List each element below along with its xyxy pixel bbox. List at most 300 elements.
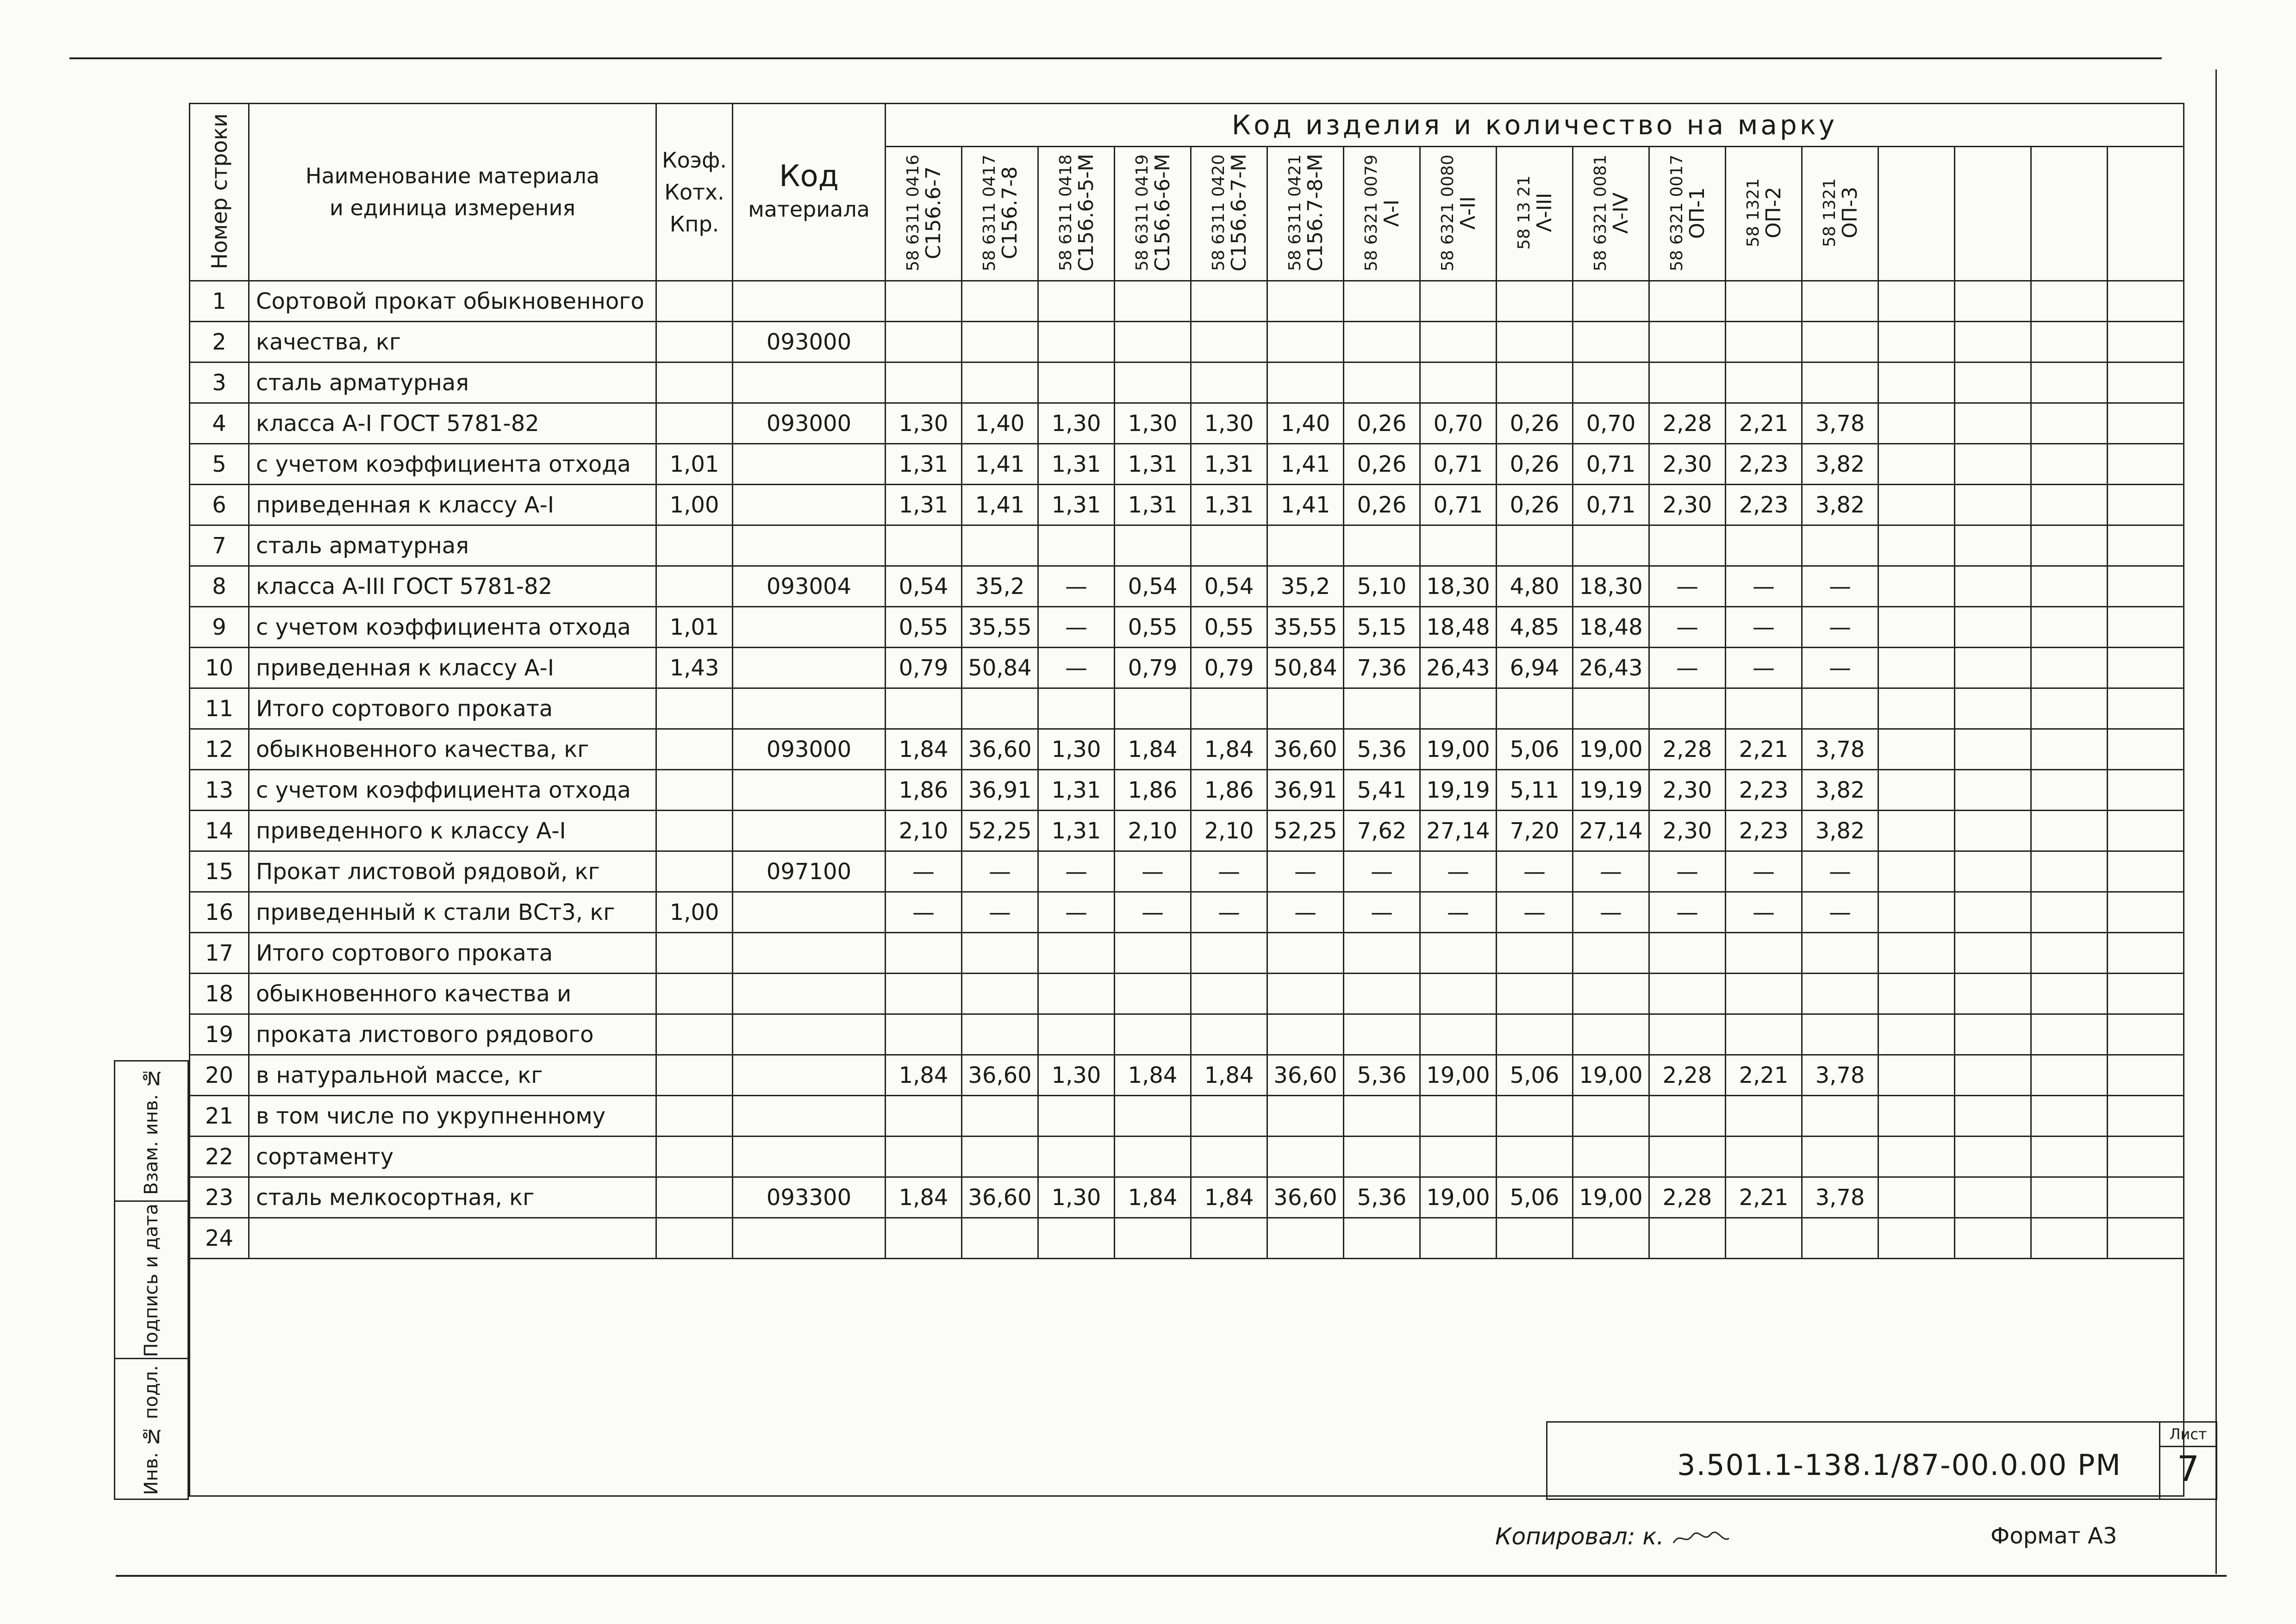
empty-cell xyxy=(1878,281,1955,322)
row-number: 1 xyxy=(190,281,249,322)
empty-cell xyxy=(1955,933,2031,974)
table-row xyxy=(190,322,2184,362)
product-column-header: 58 6311 0421 С156.7-8-М xyxy=(1267,147,1344,281)
empty-cell xyxy=(2108,933,2184,974)
bottom-frame-line xyxy=(116,1575,2227,1577)
quantity-cell: 1,30 xyxy=(1191,403,1267,444)
quantity-cell: — xyxy=(1802,851,1878,892)
quantity-cell: 5,36 xyxy=(1344,1055,1420,1096)
empty-cell xyxy=(1420,1137,1497,1177)
quantity-cell: 2,30 xyxy=(1649,811,1726,851)
empty-cell xyxy=(1038,933,1115,974)
quantity-cell: 5,10 xyxy=(1344,566,1420,607)
empty-cell xyxy=(1955,485,2031,525)
material-code xyxy=(733,648,886,688)
empty-cell xyxy=(1878,933,1955,974)
table-row xyxy=(190,974,2184,1014)
quantity-cell: 2,23 xyxy=(1726,485,1802,525)
quantity-cell: 5,15 xyxy=(1344,607,1420,648)
empty-cell xyxy=(1115,933,1191,974)
quantity-cell: 1,86 xyxy=(886,770,962,811)
empty-cell xyxy=(2108,403,2184,444)
row-number: 9 xyxy=(190,607,249,648)
material-name xyxy=(249,1218,656,1259)
quantity-cell: 7,36 xyxy=(1344,648,1420,688)
empty-cell xyxy=(1878,1177,1955,1218)
empty-cell xyxy=(1497,362,1573,403)
empty-cell xyxy=(962,933,1038,974)
quantity-cell: 5,11 xyxy=(1497,770,1573,811)
quantity-cell: 1,86 xyxy=(1115,770,1191,811)
empty-cell xyxy=(886,933,962,974)
empty-cell xyxy=(886,688,962,729)
quantity-cell: 2,28 xyxy=(1649,1055,1726,1096)
empty-cell xyxy=(2108,770,2184,811)
material-code xyxy=(733,1014,886,1055)
quantity-cell: 5,06 xyxy=(1497,1177,1573,1218)
empty-cell xyxy=(2031,444,2108,485)
empty-cell xyxy=(1191,933,1267,974)
material-code: 093000 xyxy=(733,729,886,770)
quantity-cell: 0,79 xyxy=(1115,648,1191,688)
empty-cell xyxy=(2108,851,2184,892)
empty-cell xyxy=(2108,974,2184,1014)
empty-cell xyxy=(1267,1014,1344,1055)
empty-cell xyxy=(1955,607,2031,648)
quantity-cell: 5,41 xyxy=(1344,770,1420,811)
empty-cell xyxy=(2031,729,2108,770)
empty-cell xyxy=(1267,525,1344,566)
material-code xyxy=(733,1096,886,1137)
product-column-header: 58 6311 0419 С156.6-6-М xyxy=(1115,147,1191,281)
empty-cell xyxy=(2031,892,2108,933)
empty-cell xyxy=(2031,688,2108,729)
material-name: обыкновенного качества и xyxy=(249,974,656,1014)
quantity-cell: 2,10 xyxy=(886,811,962,851)
empty-cell xyxy=(1649,1096,1726,1137)
empty-cell xyxy=(1802,1096,1878,1137)
empty-cell xyxy=(1726,974,1802,1014)
coefficient xyxy=(656,322,733,362)
empty-cell xyxy=(1573,322,1649,362)
material-code xyxy=(733,1137,886,1177)
quantity-cell: — xyxy=(1038,892,1115,933)
product-column-header: 58 1321 ОП-2 xyxy=(1726,147,1802,281)
empty-cell xyxy=(2031,403,2108,444)
empty-cell xyxy=(2031,281,2108,322)
quantity-cell: 2,21 xyxy=(1726,729,1802,770)
empty-cell xyxy=(1726,322,1802,362)
empty-cell xyxy=(1802,1014,1878,1055)
quantity-cell: 1,30 xyxy=(1038,403,1115,444)
empty-cell xyxy=(1344,281,1420,322)
empty-cell xyxy=(2108,1177,2184,1218)
quantity-cell: 3,78 xyxy=(1802,1055,1878,1096)
empty-cell xyxy=(1649,1218,1726,1259)
material-code: 097100 xyxy=(733,851,886,892)
empty-cell xyxy=(1802,281,1878,322)
quantity-cell: — xyxy=(1420,851,1497,892)
quantity-cell: 0,26 xyxy=(1344,444,1420,485)
empty-cell xyxy=(1115,1218,1191,1259)
quantity-cell: 1,31 xyxy=(1115,444,1191,485)
empty-cell xyxy=(2031,362,2108,403)
product-column-header: 58 6321 0079 Λ-I xyxy=(1344,147,1420,281)
quantity-cell: 0,71 xyxy=(1573,485,1649,525)
empty-cell xyxy=(1878,688,1955,729)
quantity-cell: — xyxy=(1344,851,1420,892)
quantity-cell: 3,82 xyxy=(1802,811,1878,851)
empty-cell xyxy=(1955,851,2031,892)
empty-cell xyxy=(1955,770,2031,811)
empty-cell xyxy=(1955,974,2031,1014)
empty-cell xyxy=(962,974,1038,1014)
empty-cell xyxy=(886,1218,962,1259)
empty-cell xyxy=(1955,1218,2031,1259)
empty-cell xyxy=(1802,322,1878,362)
quantity-cell: 1,86 xyxy=(1191,770,1267,811)
material-code xyxy=(733,607,886,648)
empty-cell xyxy=(886,1137,962,1177)
quantity-cell: 36,91 xyxy=(1267,770,1344,811)
quantity-cell: 0,26 xyxy=(1497,485,1573,525)
quantity-cell: 1,84 xyxy=(1191,1177,1267,1218)
quantity-cell: 1,31 xyxy=(886,444,962,485)
empty-cell xyxy=(1038,362,1115,403)
quantity-cell: 18,30 xyxy=(1420,566,1497,607)
coefficient xyxy=(656,403,733,444)
row-number: 17 xyxy=(190,933,249,974)
material-name: проката листового рядового xyxy=(249,1014,656,1055)
quantity-cell: 36,60 xyxy=(962,1177,1038,1218)
quantity-cell: 0,55 xyxy=(1191,607,1267,648)
coefficient xyxy=(656,933,733,974)
quantity-cell: 2,23 xyxy=(1726,444,1802,485)
empty-cell xyxy=(1878,566,1955,607)
material-name: Итого сортового проката xyxy=(249,688,656,729)
quantity-cell: — xyxy=(1038,851,1115,892)
quantity-cell: 1,84 xyxy=(886,729,962,770)
material-code xyxy=(733,770,886,811)
empty-cell xyxy=(2108,729,2184,770)
row-number: 16 xyxy=(190,892,249,933)
empty-cell xyxy=(2031,1177,2108,1218)
empty-cell xyxy=(1420,688,1497,729)
empty-cell xyxy=(2108,892,2184,933)
coefficient xyxy=(656,1218,733,1259)
product-column-header: 58 6311 0417 С156.7-8 xyxy=(962,147,1038,281)
quantity-cell: 27,14 xyxy=(1573,811,1649,851)
quantity-cell: — xyxy=(1573,851,1649,892)
quantity-cell: — xyxy=(1191,892,1267,933)
empty-cell xyxy=(1115,322,1191,362)
quantity-cell: 5,06 xyxy=(1497,729,1573,770)
empty-cell xyxy=(1267,974,1344,1014)
empty-cell xyxy=(1267,1096,1344,1137)
product-column-header: 58 6321 0080 Λ-II xyxy=(1420,147,1497,281)
sheet-label: Лист xyxy=(2160,1423,2216,1447)
material-name: приведенный к стали ВСт3, кг xyxy=(249,892,656,933)
empty-cell xyxy=(2031,1096,2108,1137)
empty-cell xyxy=(1726,1014,1802,1055)
quantity-cell: 36,60 xyxy=(1267,729,1344,770)
row-number: 10 xyxy=(190,648,249,688)
material-name: сталь арматурная xyxy=(249,525,656,566)
empty-cell xyxy=(1955,1014,2031,1055)
empty-cell xyxy=(1726,525,1802,566)
row-number: 3 xyxy=(190,362,249,403)
material-name: с учетом коэффициента отхода xyxy=(249,770,656,811)
empty-cell xyxy=(1115,1014,1191,1055)
empty-cell xyxy=(1649,362,1726,403)
coefficient: 1,01 xyxy=(656,444,733,485)
empty-cell xyxy=(2108,1055,2184,1096)
empty-cell xyxy=(962,688,1038,729)
empty-cell xyxy=(1649,322,1726,362)
table-row xyxy=(190,851,2184,892)
empty-cell xyxy=(886,1096,962,1137)
empty-cell xyxy=(962,362,1038,403)
empty-cell xyxy=(1420,1096,1497,1137)
empty-cell xyxy=(1191,1137,1267,1177)
empty-cell xyxy=(2031,566,2108,607)
coefficient xyxy=(656,770,733,811)
coefficient xyxy=(656,525,733,566)
quantity-cell: — xyxy=(1726,607,1802,648)
quantity-cell: — xyxy=(1726,851,1802,892)
quantity-cell: 19,00 xyxy=(1573,1177,1649,1218)
quantity-cell: 36,91 xyxy=(962,770,1038,811)
material-code xyxy=(733,362,886,403)
quantity-cell: 0,71 xyxy=(1420,444,1497,485)
empty-cell xyxy=(1878,1096,1955,1137)
quantity-cell: — xyxy=(1802,648,1878,688)
empty-cell xyxy=(1726,1137,1802,1177)
empty-cell xyxy=(1955,566,2031,607)
empty-cell xyxy=(1955,811,2031,851)
quantity-cell: — xyxy=(1802,607,1878,648)
empty-cell xyxy=(1420,322,1497,362)
quantity-cell: 19,00 xyxy=(1420,1055,1497,1096)
quantity-cell: 1,41 xyxy=(1267,485,1344,525)
empty-cell xyxy=(2031,933,2108,974)
table-row xyxy=(190,1096,2184,1137)
empty-cell xyxy=(2031,322,2108,362)
row-number: 18 xyxy=(190,974,249,1014)
quantity-cell: 1,30 xyxy=(1115,403,1191,444)
table-row xyxy=(190,1177,2184,1218)
quantity-cell: 19,00 xyxy=(1420,729,1497,770)
quantity-cell: — xyxy=(1038,566,1115,607)
empty-cell xyxy=(1878,485,1955,525)
empty-cell xyxy=(1649,1014,1726,1055)
material-code xyxy=(733,444,886,485)
empty-cell xyxy=(2031,851,2108,892)
paper-format: Формат А3 xyxy=(1990,1523,2117,1549)
quantity-cell: 19,19 xyxy=(1573,770,1649,811)
quantity-cell: 1,84 xyxy=(1191,729,1267,770)
empty-cell xyxy=(1038,974,1115,1014)
table-row xyxy=(190,403,2184,444)
table-row xyxy=(190,1014,2184,1055)
empty-cell xyxy=(1191,322,1267,362)
header-product-group: Код изделия и количество на марку xyxy=(886,104,2184,147)
empty-cell xyxy=(2108,1014,2184,1055)
empty-cell xyxy=(1649,525,1726,566)
empty-cell xyxy=(1802,1137,1878,1177)
empty-cell xyxy=(1878,607,1955,648)
empty-cell xyxy=(1344,362,1420,403)
empty-cell xyxy=(1649,688,1726,729)
empty-cell xyxy=(962,1218,1038,1259)
empty-cell xyxy=(1267,281,1344,322)
empty-cell xyxy=(1878,322,1955,362)
quantity-cell: 0,55 xyxy=(886,607,962,648)
product-column-header: 58 1321 ОП-3 xyxy=(1802,147,1878,281)
table-row xyxy=(190,607,2184,648)
quantity-cell: 1,84 xyxy=(1115,1177,1191,1218)
empty-cell xyxy=(1191,362,1267,403)
quantity-cell: 1,84 xyxy=(886,1055,962,1096)
empty-cell xyxy=(2031,974,2108,1014)
quantity-cell: 1,31 xyxy=(1115,485,1191,525)
quantity-cell: 1,41 xyxy=(962,485,1038,525)
product-column-header: 58 6311 0418 С156.6-5-М xyxy=(1038,147,1115,281)
product-column-header: 58 6311 0420 С156.6-7-М xyxy=(1191,147,1267,281)
product-column-header: 58 6311 0416 С156.6-7 xyxy=(886,147,962,281)
quantity-cell: 52,25 xyxy=(1267,811,1344,851)
quantity-cell: — xyxy=(1726,566,1802,607)
empty-cell xyxy=(1420,974,1497,1014)
row-number: 13 xyxy=(190,770,249,811)
empty-cell xyxy=(1878,1014,1955,1055)
quantity-cell: 7,62 xyxy=(1344,811,1420,851)
quantity-cell: 26,43 xyxy=(1420,648,1497,688)
material-code xyxy=(733,281,886,322)
empty-cell xyxy=(962,322,1038,362)
empty-cell xyxy=(1955,729,2031,770)
material-code xyxy=(733,525,886,566)
quantity-cell: — xyxy=(1802,566,1878,607)
quantity-cell: 26,43 xyxy=(1573,648,1649,688)
quantity-cell: — xyxy=(886,892,962,933)
quantity-cell: 1,30 xyxy=(1038,729,1115,770)
quantity-cell: 1,84 xyxy=(1115,729,1191,770)
empty-cell xyxy=(2031,770,2108,811)
coefficient xyxy=(656,566,733,607)
empty-cell xyxy=(1497,1096,1573,1137)
quantity-cell: 1,31 xyxy=(1038,811,1115,851)
product-column-header: 58 13 21 Λ-III xyxy=(1497,147,1573,281)
quantity-cell: 35,55 xyxy=(1267,607,1344,648)
row-number: 21 xyxy=(190,1096,249,1137)
empty-cell xyxy=(1497,322,1573,362)
row-number: 14 xyxy=(190,811,249,851)
empty-cell xyxy=(2031,648,2108,688)
quantity-cell: — xyxy=(1267,892,1344,933)
empty-cell xyxy=(1955,444,2031,485)
quantity-cell: — xyxy=(1038,648,1115,688)
quantity-cell: 50,84 xyxy=(962,648,1038,688)
row-number: 6 xyxy=(190,485,249,525)
quantity-cell: 1,40 xyxy=(962,403,1038,444)
quantity-cell: 2,30 xyxy=(1649,770,1726,811)
empty-cell xyxy=(1267,362,1344,403)
quantity-cell: 2,28 xyxy=(1649,729,1726,770)
empty-cell xyxy=(1573,281,1649,322)
table-row xyxy=(190,485,2184,525)
material-code xyxy=(733,1055,886,1096)
empty-cell xyxy=(1878,729,1955,770)
material-name: сортаменту xyxy=(249,1137,656,1177)
empty-cell xyxy=(1802,525,1878,566)
empty-cell xyxy=(1573,933,1649,974)
empty-cell xyxy=(1420,1218,1497,1259)
empty-cell xyxy=(2108,1137,2184,1177)
empty-cell xyxy=(1649,281,1726,322)
material-name: сталь мелкосортная, кг xyxy=(249,1177,656,1218)
table-row xyxy=(190,648,2184,688)
material-name: приведенная к классу А-I xyxy=(249,485,656,525)
row-number: 8 xyxy=(190,566,249,607)
empty-cell xyxy=(2108,444,2184,485)
empty-cell xyxy=(1573,362,1649,403)
empty-cell xyxy=(1038,322,1115,362)
empty-cell xyxy=(962,281,1038,322)
quantity-cell: 3,82 xyxy=(1802,485,1878,525)
quantity-cell: 0,70 xyxy=(1573,403,1649,444)
quantity-cell: 2,21 xyxy=(1726,1055,1802,1096)
quantity-cell: 19,00 xyxy=(1573,1055,1649,1096)
empty-cell xyxy=(1955,322,2031,362)
empty-cell xyxy=(2031,525,2108,566)
quantity-cell: 4,80 xyxy=(1497,566,1573,607)
quantity-cell: 0,26 xyxy=(1344,485,1420,525)
material-name: приведенная к классу А-I xyxy=(249,648,656,688)
empty-cell xyxy=(1573,974,1649,1014)
empty-cell xyxy=(886,362,962,403)
empty-cell xyxy=(1726,688,1802,729)
quantity-cell: 2,21 xyxy=(1726,403,1802,444)
quantity-cell: 0,54 xyxy=(1115,566,1191,607)
empty-cell xyxy=(1726,1096,1802,1137)
empty-cell xyxy=(1573,688,1649,729)
quantity-cell: 36,60 xyxy=(962,1055,1038,1096)
margin-cell-signature: Подпись и дата xyxy=(115,1200,187,1359)
quantity-cell: 0,26 xyxy=(1344,403,1420,444)
quantity-cell: — xyxy=(1649,566,1726,607)
empty-cell xyxy=(2031,1014,2108,1055)
row-number: 5 xyxy=(190,444,249,485)
empty-cell xyxy=(1497,1014,1573,1055)
material-name: в натуральной массе, кг xyxy=(249,1055,656,1096)
quantity-cell: — xyxy=(1420,892,1497,933)
quantity-cell: — xyxy=(1115,851,1191,892)
row-number: 2 xyxy=(190,322,249,362)
empty-cell xyxy=(1878,444,1955,485)
coefficient xyxy=(656,362,733,403)
material-name: в том числе по укрупненному xyxy=(249,1096,656,1137)
empty-cell xyxy=(1573,525,1649,566)
empty-cell xyxy=(1267,933,1344,974)
quantity-cell: 2,23 xyxy=(1726,770,1802,811)
row-number: 19 xyxy=(190,1014,249,1055)
row-number: 11 xyxy=(190,688,249,729)
coefficient xyxy=(656,1096,733,1137)
quantity-cell: 0,54 xyxy=(1191,566,1267,607)
quantity-cell: 1,41 xyxy=(962,444,1038,485)
header-material-name: Наименование материала и единица измерения xyxy=(249,104,656,281)
